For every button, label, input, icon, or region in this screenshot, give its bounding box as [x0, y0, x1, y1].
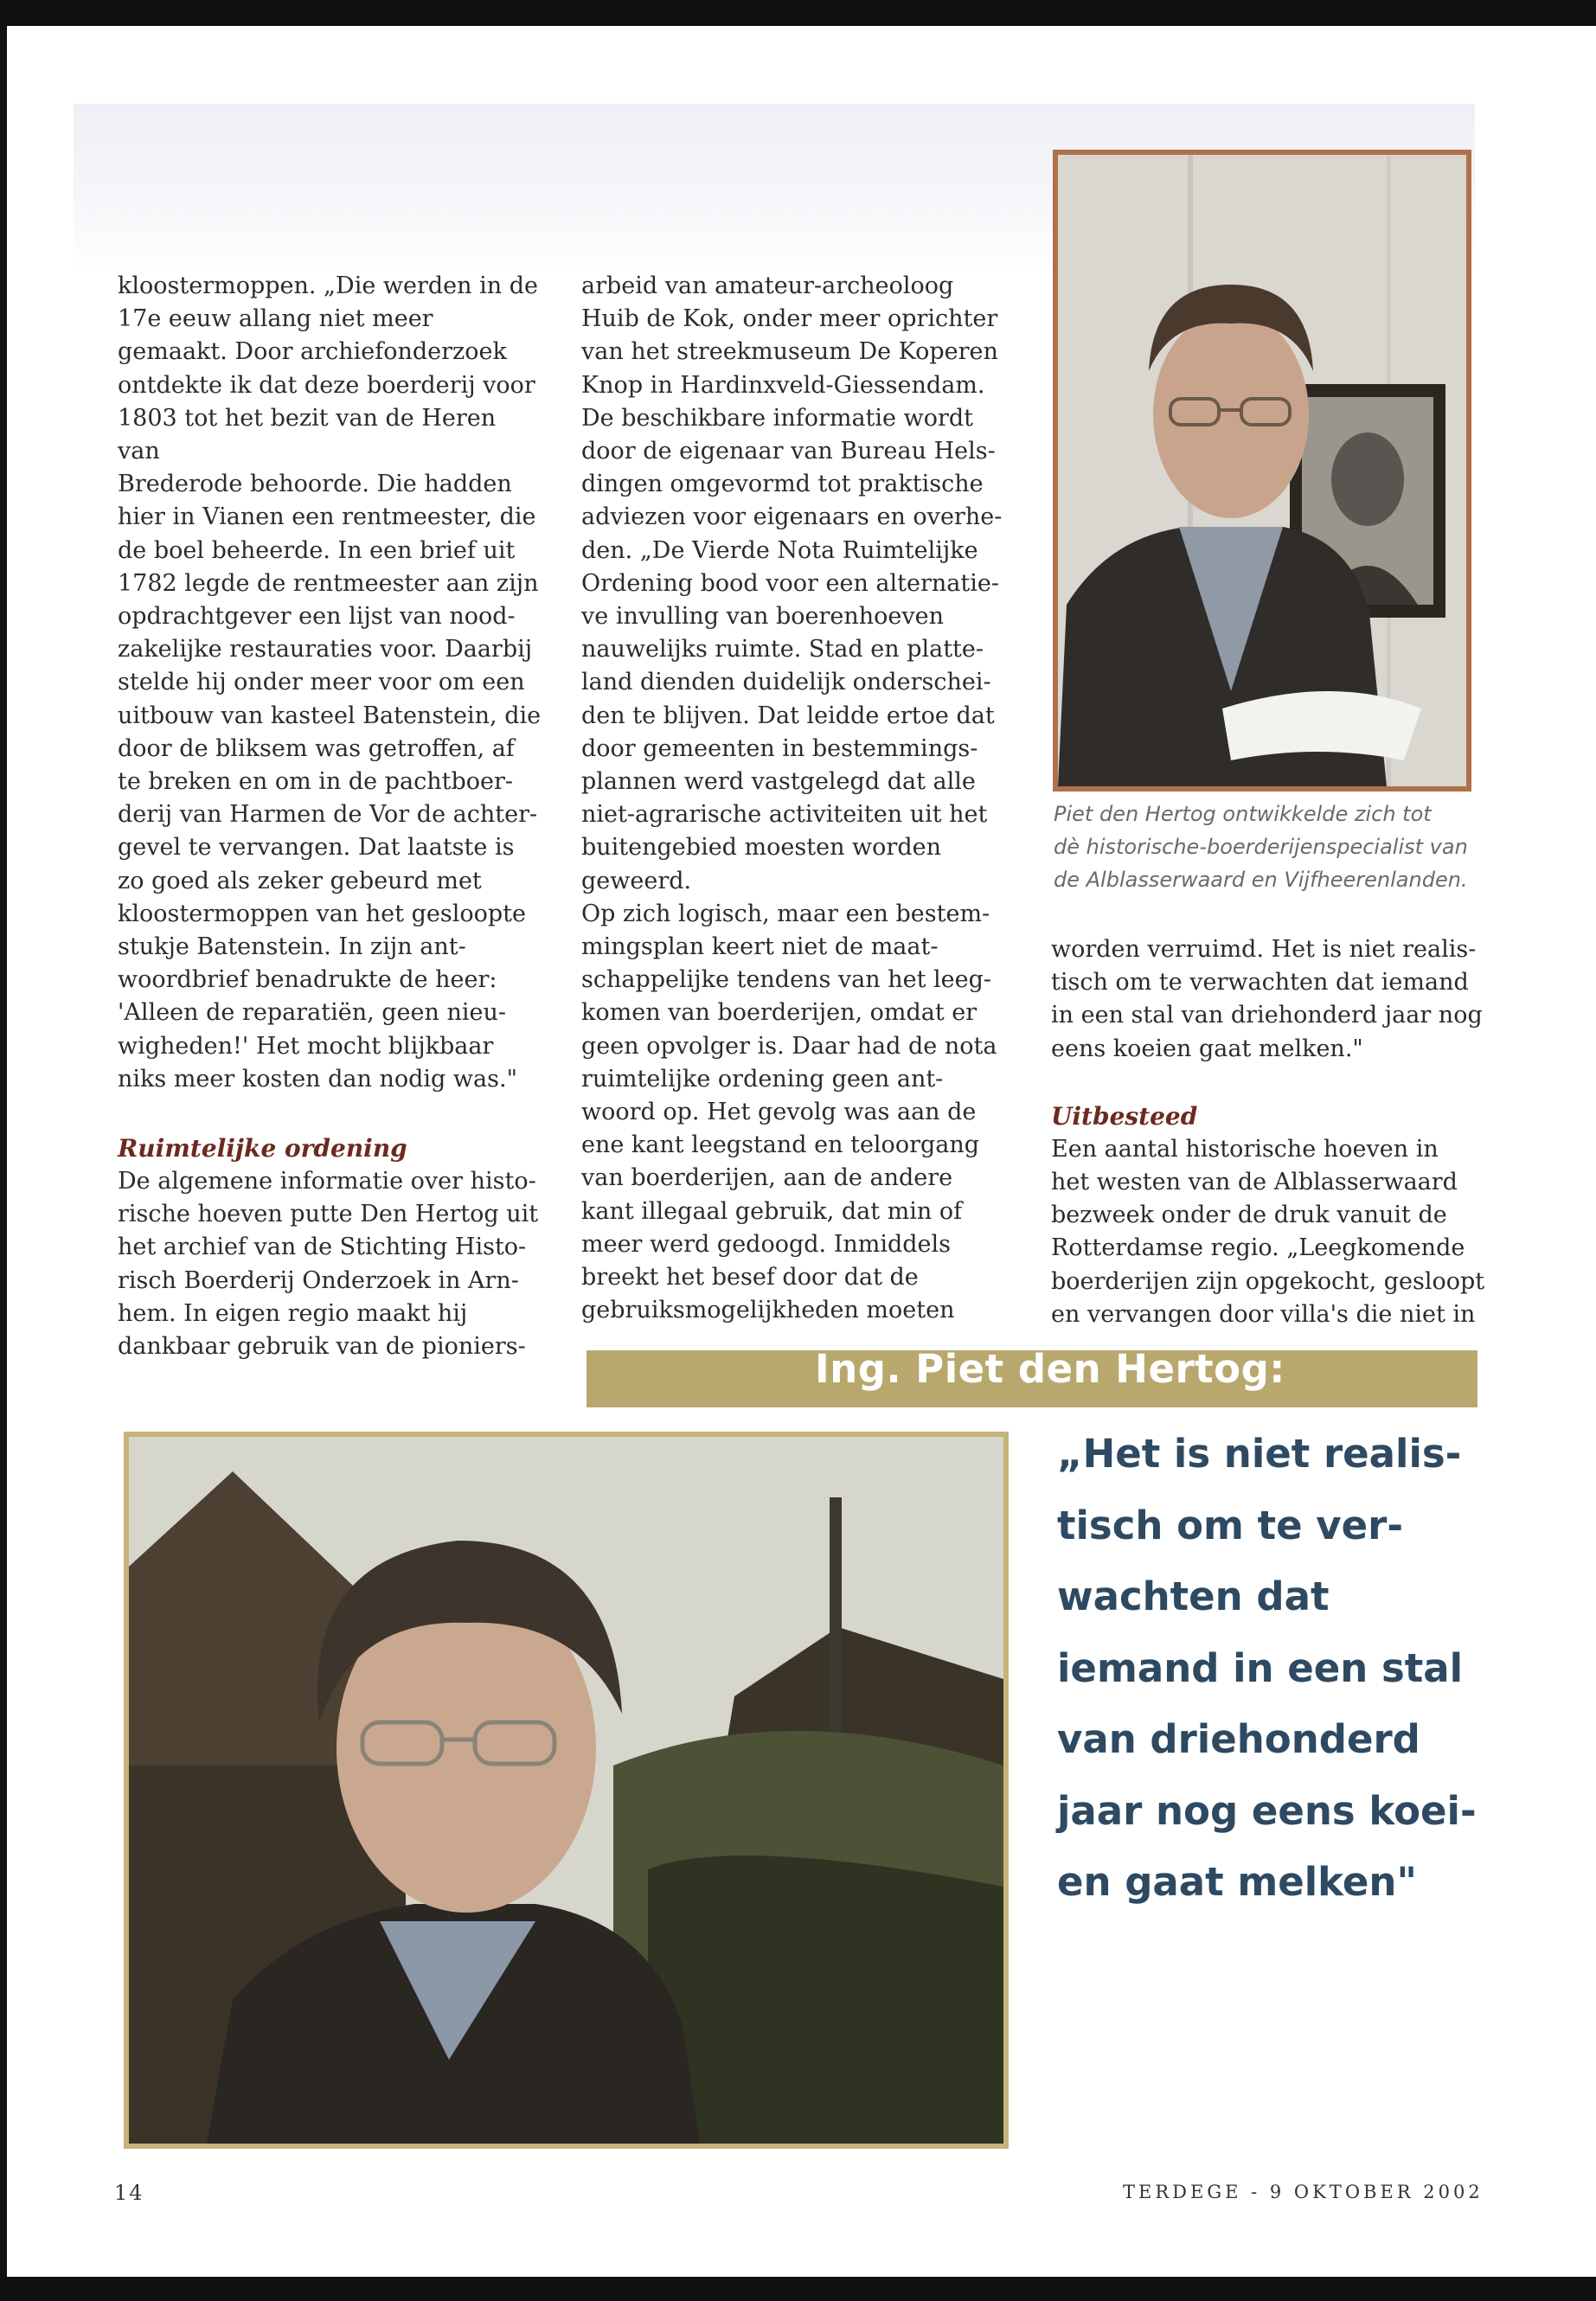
- photo-caption: Piet den Hertog ontwikkelde zich tot dè historische-boerderijenspecialist van de Alblasserwaard en Vijfheerenlanden.: [1054, 802, 1468, 892]
- column-2: [581, 270, 1014, 1328]
- portrait-photo-main: [124, 1432, 1009, 2149]
- page-number: 14: [114, 2181, 144, 2205]
- portrait-photo-main-illustration: [129, 1437, 1003, 2144]
- col3-heading: Uitbesteed: [1051, 1101, 1198, 1131]
- col1-paragraph-2: De algemene informatie over histo- rische hoeven putte Den Hertog uit het archief van de Stichting Histo- risch Boerderij Onderzoek in Arn- hem. In eigen regio maakt hij dankbaar gebruik van de pioniers-: [118, 1168, 539, 1361]
- pullquote-text: „Het is niet realis- tisch om te ver- wachten dat iemand in een stal van driehonderd jaar nog eens koei- en gaat melken": [1057, 1431, 1477, 1905]
- col1-heading: Ruimtelijke ordening: [118, 1134, 407, 1163]
- page-border-top: [0, 0, 1596, 26]
- portrait-photo-top-illustration: [1058, 155, 1466, 786]
- col2-paragraph-1: arbeid van amateur-archeoloog Huib de Kok, onder meer oprichter van het streekmuseum De Koperen Knop in Hardinxveld-Giessendam. De beschikbare informatie wordt door de eigenaar van Bureau Hels- dingen omgevormd tot praktische adviezen voor eigenaars en overhe- den. „De Vierde Nota Ruimtelijke Ordening bood voor een alternatie- ve invulling van boerenhoeven nauwelijks ruimte. Stad en platte- land dienden duidelijk onderschei- den te blijven. Dat leidde ertoe dat door gemeenten in bestemmings- plannen werd vastgelegd dat alle niet-agrarische activiteiten uit het buitengebied moesten worden geweerd. Op zich logisch, maar een bestem- mingsplan keert niet de maat- schappelijke tendens van het leeg- komen van boerderijen, omdat er geen opvolger is. Daar had de nota ruimtelijke ordening geen ant- woord op. Het gevolg was aan de ene kant leegstand en teloorgang van boerderijen, aan de andere kant illegaal gebruik, dat min of meer werd gedoogd. Inmiddels breekt het besef door dat de gebruiksmogelijkheden moeten: [581, 272, 1003, 1324]
- column-3: [1051, 933, 1492, 1331]
- publication-footer: TERDEGE - 9 OKTOBER 2002: [1123, 2182, 1484, 2202]
- column-1: [118, 270, 542, 1363]
- page-border-left: [0, 0, 7, 2301]
- col3-paragraph-1: worden verruimd. Het is niet realis- tisch om te verwachten dat iemand in een stal van driehonderd jaar nog eens koeien gaat melken.": [1051, 936, 1483, 1062]
- col3-paragraph-2: Een aantal historische hoeven in het westen van de Alblasserwaard bezweek onder de druk vanuit de Rotterdamse regio. „Leegkomende boerderijen zijn opgekocht, gesloopt en vervangen door villa's die niet in: [1051, 1135, 1485, 1328]
- col1-paragraph-1: kloostermoppen. „Die werden in de 17e eeuw allang niet meer gemaakt. Door archiefonderzoek ontdekte ik dat deze boerderij voor 1803 tot het bezit van de Heren van Brederode behoorde. Die hadden hier in Vianen een rentmeester, die de boel beheerde. In een brief uit 1782 legde de rentmeester aan zijn opdrachtgever een lijst van nood- zakelijke restauraties voor. Daarbij stelde hij onder meer voor om een uitbouw van kasteel Batenstein, die door de bliksem was getroffen, af te breken en om in de pachtboer- derij van Harmen de Vor de achter- gevel te vervangen. Dat laatste is zo goed als zeker gebeurd met kloostermoppen van het gesloopte stukje Batenstein. In zijn ant- woordbrief benadrukte de heer: 'Alleen de reparatiën, geen nieu- wigheden!' Het mocht blijkbaar niks meer kosten dan nodig was.": [118, 272, 542, 1093]
- pullquote-attribution: Ing. Piet den Hertog:: [815, 1346, 1285, 1392]
- portrait-photo-top: [1053, 150, 1471, 792]
- page-border-bottom: [0, 2277, 1596, 2301]
